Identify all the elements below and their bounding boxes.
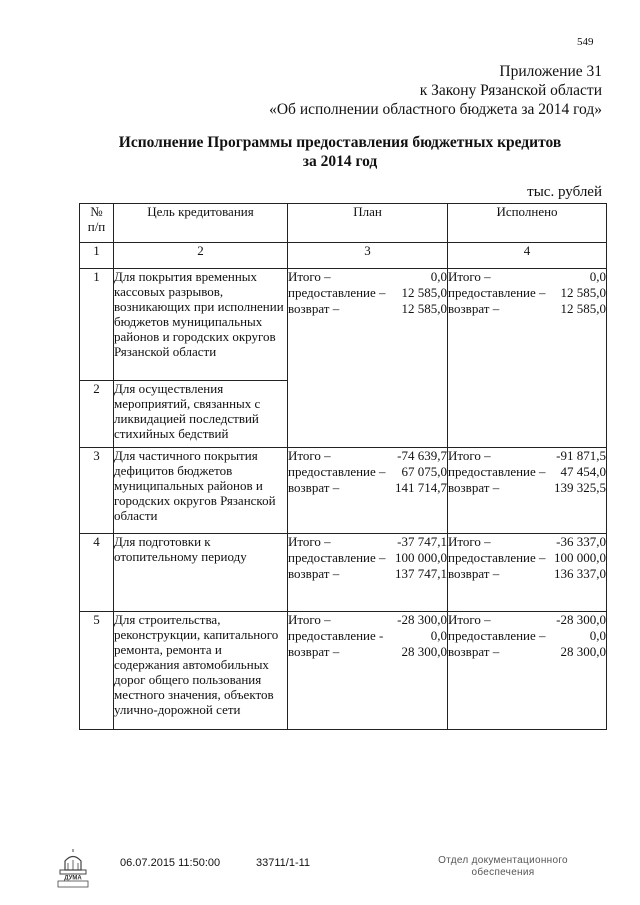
row-goal: Для покрытия временных кассовых разрывов, возникающих при исполнении бюджетов муниципальных районов и городских округов Рязанской области [114,269,288,381]
done-repaid-value: 136 337,0 [554,566,606,581]
plan-issued-label: предоставление – [288,550,386,565]
credit-program-table [79,203,607,730]
done-repaid-label: возврат – [448,566,500,581]
plan-cell [288,448,448,534]
index-cell: 2 [114,243,288,269]
column-index-row [80,243,607,269]
done-total-line [448,269,606,285]
plan-total-value: -28 300,0 [397,612,447,627]
row-goal: Для строительства, реконструкции, капитального ремонта, ремонта и содержания автомобильных дорог общего пользования местного значения, объектов улично-дорожной сети [114,612,288,730]
done-total-line [448,448,606,464]
plan-repaid-line [288,301,447,317]
done-total-label: Итого – [448,612,491,627]
stamp-line-1: Отдел документационного [438,855,568,866]
done-repaid-label: возврат – [448,480,500,495]
done-repaid-value: 12 585,0 [560,301,606,316]
done-issued-label: предоставление – [448,628,546,643]
done-repaid-label: возврат – [448,301,500,316]
plan-total-label: Итого – [288,448,331,463]
done-issued-line [448,464,606,480]
index-cell: 1 [80,243,114,269]
done-repaid-value: 139 325,5 [554,480,606,495]
plan-cell [288,612,448,730]
plan-issued-line [288,550,447,566]
index-cell: 3 [288,243,448,269]
page-number: 549 [577,36,594,48]
title-line-1: Исполнение Программы предоставления бюджетных кредитов [118,134,562,151]
done-total-value: -91 871,5 [556,448,606,463]
plan-total-value: -37 747,1 [397,534,447,549]
appendix-line-3: «Об исполнении областного бюджета за 2014 год» [269,101,602,118]
table-row [80,269,607,381]
plan-repaid-label: возврат – [288,480,340,495]
done-issued-line [448,628,606,644]
appendix-line-1: Приложение 31 [499,63,602,80]
done-total-value: 0,0 [589,269,606,284]
done-issued-value: 0,0 [589,628,606,643]
plan-issued-line [288,285,447,301]
row-number: 3 [80,448,114,534]
plan-repaid-line [288,644,447,660]
table-row [80,534,607,612]
footer-datetime: 06.07.2015 11:50:00 [120,857,221,869]
done-total-label: Итого – [448,448,491,463]
done-issued-line [448,550,606,566]
row-goal: Для подготовки к отопительному периоду [114,534,288,612]
plan-issued-label: предоставление – [288,464,386,479]
done-repaid-line [448,566,606,582]
document-title [0,133,640,171]
done-cell [448,448,607,534]
appendix-line-2: к Закону Рязанской области [419,82,602,99]
done-repaid-line [448,644,606,660]
row-number: 2 [80,381,114,448]
plan-issued-line [288,628,447,644]
plan-total-label: Итого – [288,269,331,284]
done-issued-value: 100 000,0 [554,550,606,565]
done-issued-label: предоставление – [448,285,546,300]
plan-issued-value: 100 000,0 [395,550,447,565]
done-total-label: Итого – [448,534,491,549]
header-plan: План [288,204,448,243]
done-total-line [448,612,606,628]
duma-logo [56,848,90,888]
row-number: 4 [80,534,114,612]
done-total-value: -36 337,0 [556,534,606,549]
done-cell [448,612,607,730]
done-repaid-label: возврат – [448,644,500,659]
done-repaid-value: 28 300,0 [560,644,606,659]
row-goal: Для осуществления мероприятий, связанных с ликвидацией последствий стихийных бедствий [114,381,288,448]
done-issued-value: 12 585,0 [560,285,606,300]
units-label: тыс. рублей [527,184,602,200]
plan-issued-label: предоставление – [288,285,386,300]
title-line-2: за 2014 год [302,153,378,170]
plan-total-value: 0,0 [430,269,447,284]
done-issued-label: предоставление – [448,550,546,565]
plan-repaid-value: 28 300,0 [401,644,447,659]
plan-repaid-label: возврат – [288,301,340,316]
done-total-label: Итого – [448,269,491,284]
done-cell [448,534,607,612]
plan-issued-label: предоставление - [288,628,384,643]
plan-issued-value: 12 585,0 [401,285,447,300]
plan-repaid-value: 137 747,1 [395,566,447,581]
plan-total-value: -74 639,7 [397,448,447,463]
table-row [80,612,607,730]
row-number: 5 [80,612,114,730]
done-total-line [448,534,606,550]
plan-total-line [288,534,447,550]
department-stamp [418,855,588,879]
plan-issued-line [288,464,447,480]
plan-total-line [288,612,447,628]
done-total-value: -28 300,0 [556,612,606,627]
plan-repaid-line [288,566,447,582]
plan-issued-value: 0,0 [430,628,447,643]
plan-cell [288,534,448,612]
done-repaid-line [448,301,606,317]
done-repaid-line [448,480,606,496]
stamp-line-2: обеспечения [471,867,535,878]
row-number: 1 [80,269,114,381]
plan-total-label: Итого – [288,612,331,627]
logo-text: ДУМА [64,875,82,882]
done-issued-label: предоставление – [448,464,546,479]
done-cell [448,269,607,448]
plan-repaid-line [288,480,447,496]
plan-total-line [288,269,447,285]
footer-code: 33711/1-11 [256,857,311,869]
plan-cell [288,269,448,448]
plan-repaid-value: 12 585,0 [401,301,447,316]
appendix-header [269,62,602,119]
row-goal: Для частичного покрытия дефицитов бюджетов муниципальных районов и городских округов Рязанской области [114,448,288,534]
done-issued-value: 47 454,0 [560,464,606,479]
plan-issued-value: 67 075,0 [401,464,447,479]
index-cell: 4 [448,243,607,269]
table-header-row [80,204,607,243]
table-row [80,448,607,534]
plan-repaid-label: возврат – [288,566,340,581]
plan-repaid-value: 141 714,7 [395,480,447,495]
header-num: № п/п [80,204,114,243]
plan-total-line [288,448,447,464]
done-issued-line [448,285,606,301]
plan-repaid-label: возврат – [288,644,340,659]
header-done: Исполнено [448,204,607,243]
plan-total-label: Итого – [288,534,331,549]
header-goal: Цель кредитования [114,204,288,243]
